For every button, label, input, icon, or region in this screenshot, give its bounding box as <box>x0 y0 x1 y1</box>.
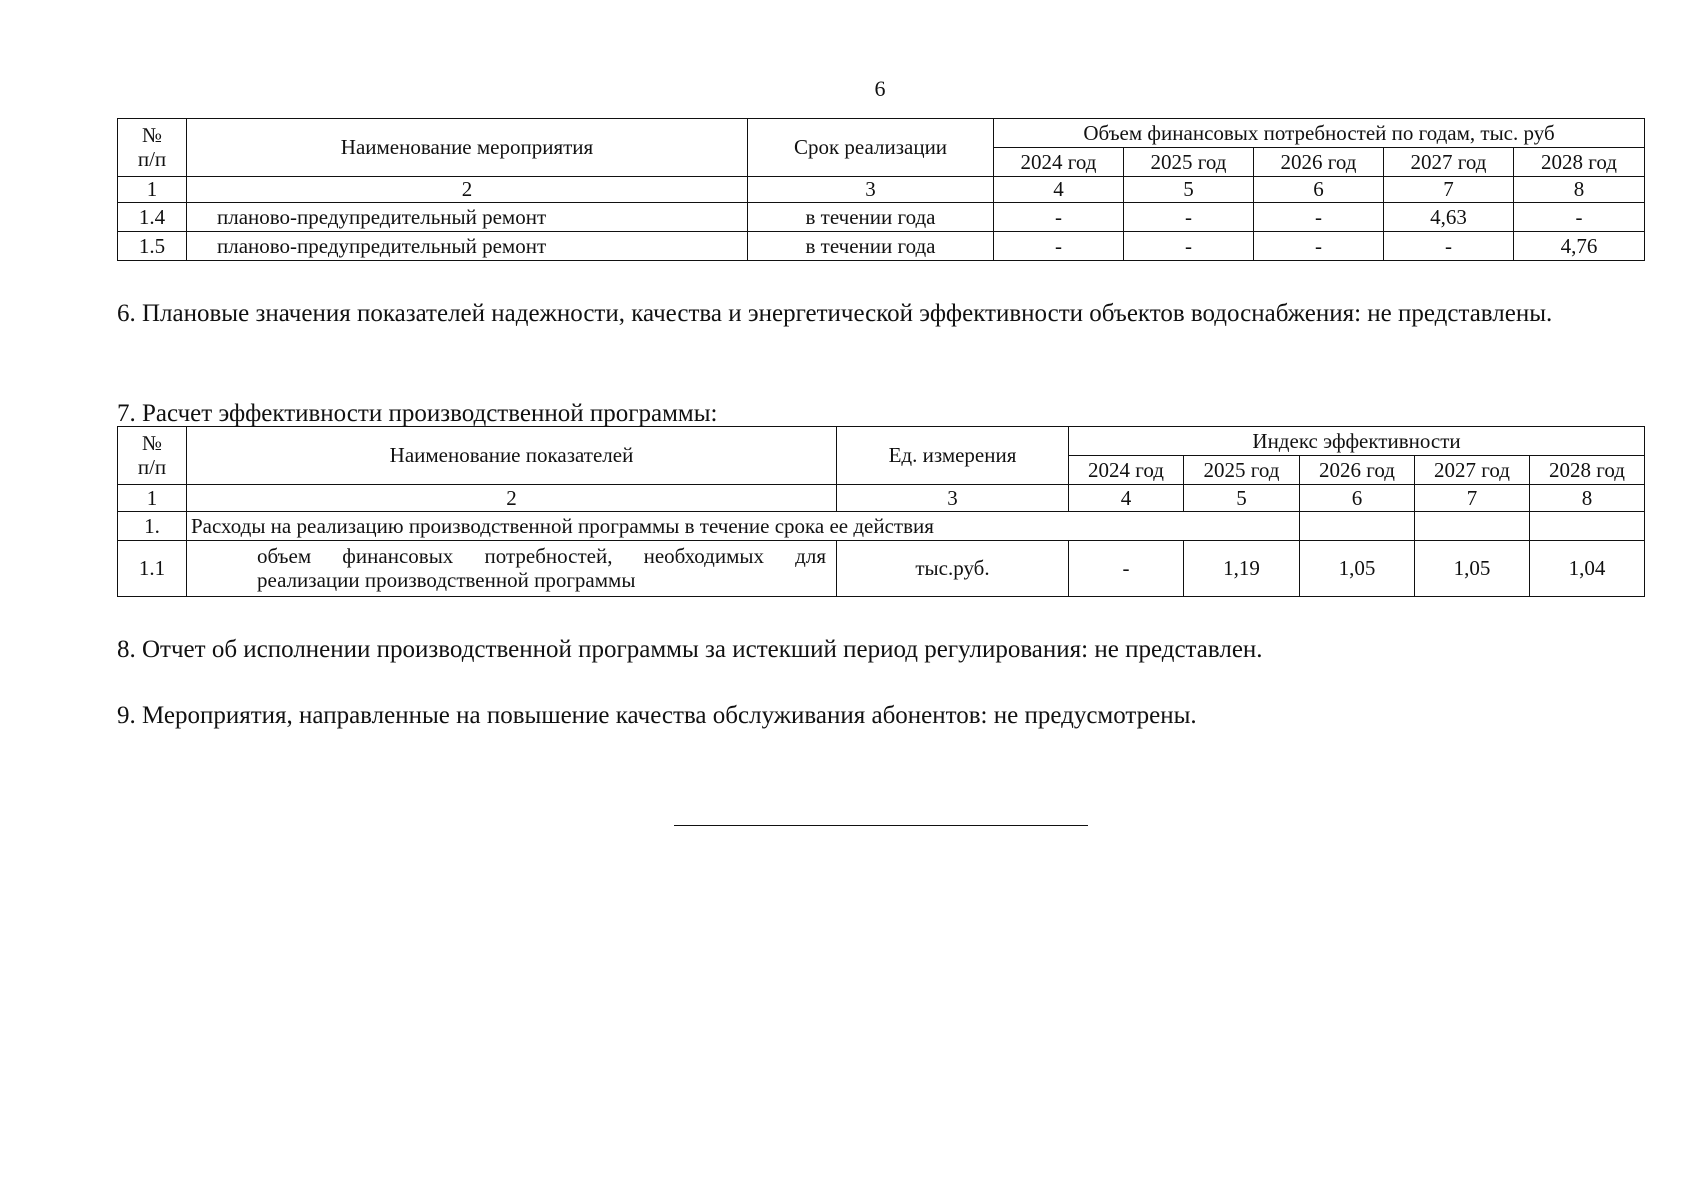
row-value: - <box>1384 232 1514 261</box>
row-term: в течении года <box>748 232 994 261</box>
header-num: № п/п <box>118 119 187 177</box>
index-cell: 1 <box>118 177 187 203</box>
empty-cell <box>1530 512 1645 541</box>
header-year: 2028 год <box>1530 456 1645 485</box>
header-unit: Ед. измерения <box>837 427 1069 485</box>
index-cell: 5 <box>1124 177 1254 203</box>
index-cell: 8 <box>1530 485 1645 512</box>
index-row <box>118 485 1645 512</box>
header-year: 2026 год <box>1254 148 1384 177</box>
row-name: планово-предупредительный ремонт <box>187 203 748 232</box>
index-cell: 4 <box>994 177 1124 203</box>
header-efficiency-group: Индекс эффективности <box>1069 427 1645 456</box>
row-value: - <box>1124 232 1254 261</box>
section-name: Расходы на реализацию производственной программы в течение срока ее действия <box>187 512 1300 541</box>
header-name: Наименование мероприятия <box>187 119 748 177</box>
header-year: 2024 год <box>1069 456 1184 485</box>
header-term: Срок реализации <box>748 119 994 177</box>
page-number: 6 <box>874 76 886 101</box>
index-row <box>118 177 1645 203</box>
row-value: - <box>994 232 1124 261</box>
row-value: 1,05 <box>1415 541 1530 597</box>
index-cell: 5 <box>1184 485 1300 512</box>
index-cell: 1 <box>118 485 187 512</box>
row-value: 4,76 <box>1514 232 1645 261</box>
efficiency-table <box>117 426 1645 597</box>
row-name: объем финансовых потребностей, необходимых для реализации производственной программы <box>187 541 837 597</box>
closing-rule <box>674 825 1088 826</box>
row-value: - <box>1124 203 1254 232</box>
row-num: 1.1 <box>118 541 187 597</box>
table-row <box>118 541 1645 597</box>
paragraph-9: 9. Мероприятия, направленные на повышение качества обслуживания абонентов: не предусмотрены. <box>117 702 1197 729</box>
table-row <box>118 203 1645 232</box>
row-value: - <box>1069 541 1184 597</box>
index-cell: 4 <box>1069 485 1184 512</box>
header-name: Наименование показателей <box>187 427 837 485</box>
index-cell: 6 <box>1300 485 1415 512</box>
index-cell: 7 <box>1415 485 1530 512</box>
row-value: 1,04 <box>1530 541 1645 597</box>
row-unit: тыс.руб. <box>837 541 1069 597</box>
index-cell: 8 <box>1514 177 1645 203</box>
table-row <box>118 232 1645 261</box>
header-year: 2024 год <box>994 148 1124 177</box>
financial-needs-table <box>117 118 1645 261</box>
row-value: 1,05 <box>1300 541 1415 597</box>
header-year: 2026 год <box>1300 456 1415 485</box>
row-value: 1,19 <box>1184 541 1300 597</box>
row-value: - <box>1254 203 1384 232</box>
index-cell: 7 <box>1384 177 1514 203</box>
row-value: - <box>1254 232 1384 261</box>
row-value: - <box>1514 203 1645 232</box>
section-row <box>118 512 1645 541</box>
header-year: 2027 год <box>1384 148 1514 177</box>
paragraph-7: 7. Расчет эффективности производственной программы: <box>117 400 718 427</box>
paragraph-6: 6. Плановые значения показателей надежности, качества и энергетической эффективности объектов водоснабжения: не представлены. <box>117 300 1553 327</box>
header-financial-group: Объем финансовых потребностей по годам, тыс. руб <box>994 119 1645 148</box>
index-cell: 3 <box>748 177 994 203</box>
header-year: 2027 год <box>1415 456 1530 485</box>
row-name: планово-предупредительный ремонт <box>187 232 748 261</box>
header-year: 2025 год <box>1184 456 1300 485</box>
header-num: № п/п <box>118 427 187 485</box>
index-cell: 3 <box>837 485 1069 512</box>
index-cell: 2 <box>187 177 748 203</box>
row-num: 1.5 <box>118 232 187 261</box>
header-year: 2028 год <box>1514 148 1645 177</box>
row-term: в течении года <box>748 203 994 232</box>
row-num: 1.4 <box>118 203 187 232</box>
empty-cell <box>1300 512 1415 541</box>
index-cell: 6 <box>1254 177 1384 203</box>
empty-cell <box>1415 512 1530 541</box>
row-value: 4,63 <box>1384 203 1514 232</box>
header-year: 2025 год <box>1124 148 1254 177</box>
section-num: 1. <box>118 512 187 541</box>
paragraph-8: 8. Отчет об исполнении производственной программы за истекший период регулирования: не представлен. <box>117 636 1263 663</box>
row-value: - <box>994 203 1124 232</box>
index-cell: 2 <box>187 485 837 512</box>
